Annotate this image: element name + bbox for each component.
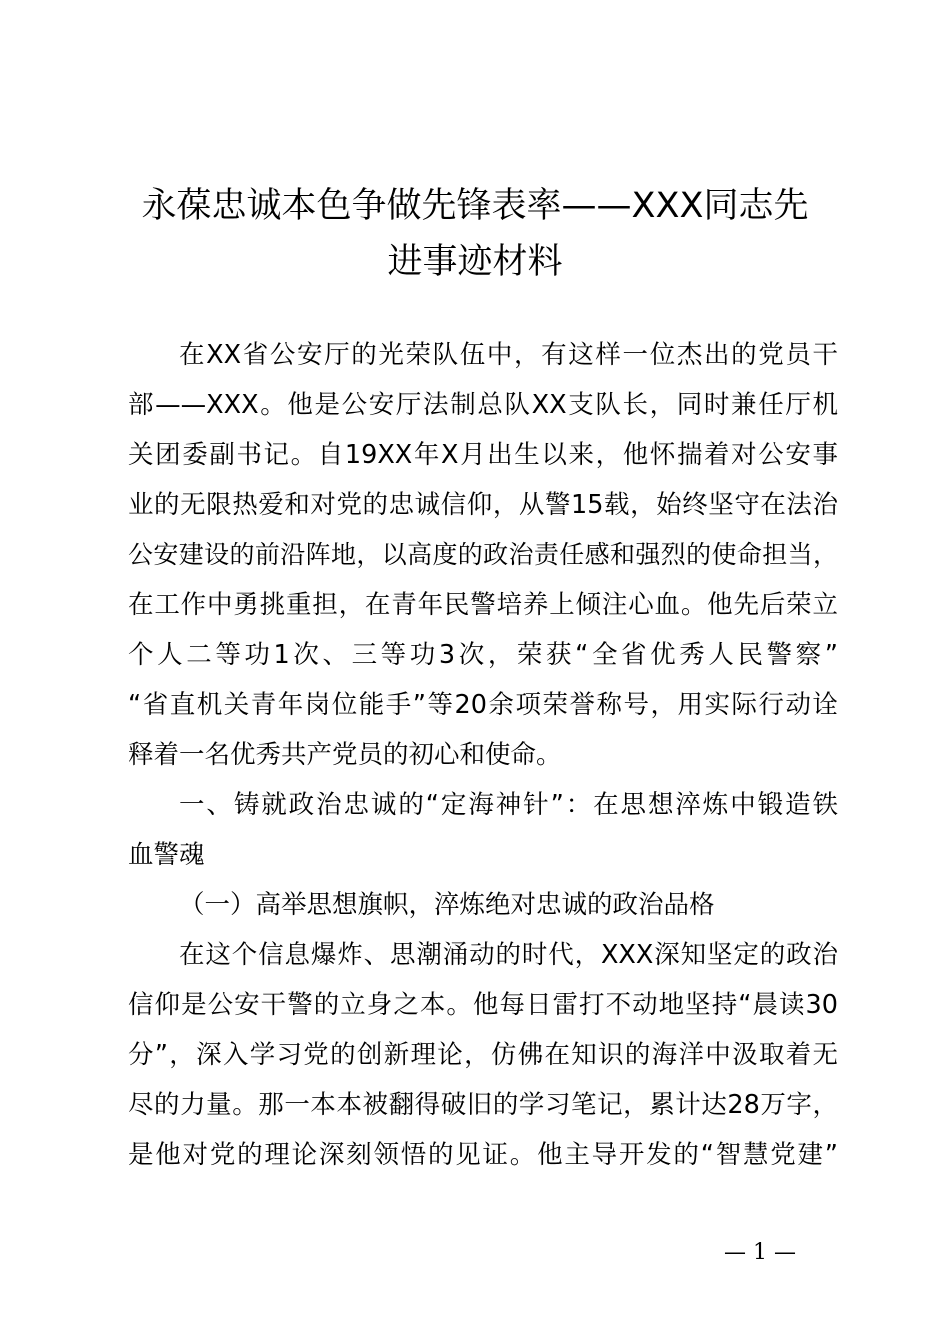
- subsection-heading: （一）高举思想旗帜，淬炼绝对忠诚的政治品格: [179, 890, 715, 920]
- section-heading-line: 血警魂: [128, 840, 205, 870]
- text-line: 关团委副书记。自19XX年X月出生以来，他怀揣着对公安事: [128, 440, 838, 470]
- page-number: — 1 —: [724, 1240, 796, 1265]
- text-line: 在这个信息爆炸、思潮涌动的时代，XXX深知坚定的政治: [179, 940, 838, 970]
- text-line: 信仰是公安干警的立身之本。他每日雷打不动地坚持“晨读30: [128, 990, 838, 1020]
- document-title: [110, 178, 840, 290]
- text-line: 在工作中勇挑重担，在青年民警培养上倾注心血。他先后荣立: [128, 590, 838, 620]
- title-line-1: 永葆忠诚本色争做先锋表率——XXX同志先: [141, 186, 809, 226]
- text-line: 部——XXX。他是公安厅法制总队XX支队长，同时兼任厅机: [128, 390, 838, 420]
- text-line: 尽的力量。那一本本被翻得破旧的学习笔记，累计达28万字，: [128, 1090, 838, 1120]
- section-heading-line: 一、铸就政治忠诚的“定海神针”：在思想淬炼中锻造铁: [179, 790, 838, 820]
- text-line: 业的无限热爱和对党的忠诚信仰，从警15载，始终坚守在法治: [128, 490, 838, 520]
- text-line: 释着一名优秀共产党员的初心和使命。: [128, 740, 562, 770]
- text-line: 公安建设的前沿阵地，以高度的政治责任感和强烈的使命担当，: [128, 540, 838, 569]
- text-line: 分”，深入学习党的创新理论，仿佛在知识的海洋中汲取着无: [128, 1040, 838, 1070]
- document-body: [128, 330, 838, 1180]
- text-line: “省直机关青年岗位能手”等20余项荣誉称号，用实际行动诠: [128, 690, 838, 720]
- text-line: 个人二等功1次、三等功3次，荣获“全省优秀人民警察”: [128, 640, 838, 670]
- text-line: 是他对党的理论深刻领悟的见证。他主导开发的“智慧党建”: [128, 1140, 838, 1170]
- title-line-2: 进事迹材料: [387, 242, 563, 282]
- text-line: 在XX省公安厅的光荣队伍中，有这样一位杰出的党员干: [179, 340, 838, 370]
